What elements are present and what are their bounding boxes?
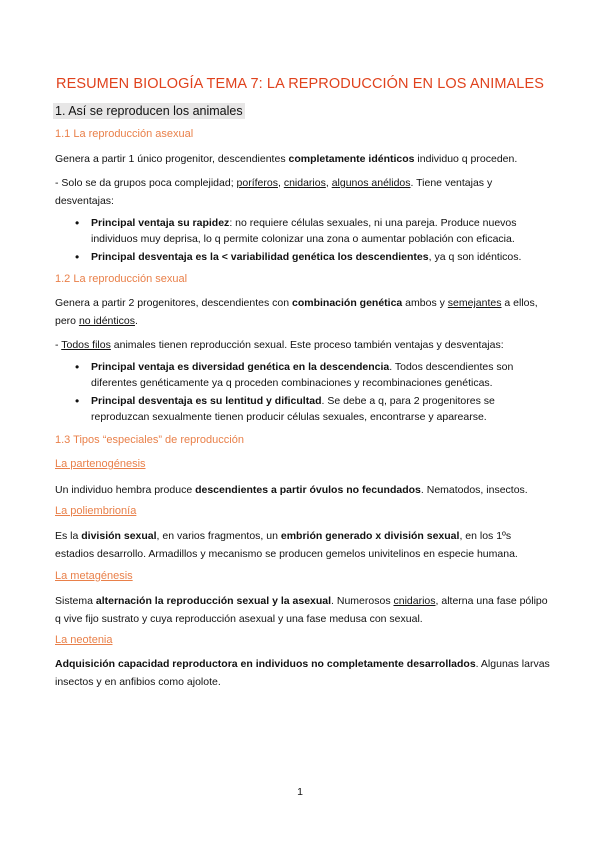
paragraph-sexual-2: - Todos filos animales tienen reproducción sexual. Este proceso también ventajas y desventajas: (55, 339, 504, 351)
list-item: • Principal ventaja su rapidez: no requiere células sexuales, ni una pareja. Produce nuevos individuos muy deprisa, lo q permite colonizar una zona o aumentar población con eficacia. (55, 216, 545, 247)
list-item: • Principal desventaja es su lentitud y dificultad. Se debe a q, para 2 progenitores se reproduzcan sexualmente tienen producir células sexuales, encontrarse y aparearse. (55, 394, 545, 425)
heading-neotenia: La neotenia (55, 634, 113, 646)
heading-metagenesis: La metagénesis (55, 570, 133, 582)
document-title: RESUMEN BIOLOGÍA TEMA 7: LA REPRODUCCIÓN EN LOS ANIMALES (56, 76, 544, 92)
paragraph-poliembrionia: Es la división sexual, en varios fragmentos, un embrión generado x división sexual, en los 1ºs estadios desarrollo. Armadillos y mecanismo se producen gemelos univitelinos en especie humana. (55, 530, 518, 560)
heading-partenogenesis: La partenogénesis (55, 458, 146, 470)
list-item: • Principal ventaja es diversidad genética en la descendencia. Todos descendientes son diferentes genéticamente ya q proceden combinaciones y recombinaciones genéticas. (55, 360, 545, 391)
sexual-bullet-list (55, 360, 545, 428)
paragraph-asexual-1: Genera a partir 1 único progenitor, descendientes completamente idénticos individuo q proceden. (55, 153, 518, 165)
paragraph-sexual-1: Genera a partir 2 progenitores, descendientes con combinación genética ambos y semejantes a ellos, pero no idénticos. (55, 297, 538, 327)
heading-poliembrionia: La poliembrionía (55, 505, 137, 517)
section-heading-1: 1. Así se reproducen los animales (55, 104, 243, 118)
paragraph-metagenesis: Sistema alternación la reproducción sexual y la asexual. Numerosos cnidarios, alterna una fase pólipo q vive fijo sustrato y cuya reproducción asexual y una fase medusa con sexual. (55, 595, 548, 625)
subsection-heading-sexual: 1.2 La reproducción sexual (55, 273, 188, 285)
page-number: 1 (297, 786, 303, 798)
subsection-heading-special: 1.3 Tipos “especiales” de reproducción (55, 434, 244, 446)
paragraph-asexual-2: - Solo se da grupos poca complejidad; poríferos, cnidarios, algunos anélidos. Tiene ventajas y desventajas: (55, 177, 493, 207)
asexual-bullet-list (55, 216, 545, 269)
paragraph-partenogenesis: Un individuo hembra produce descendientes a partir óvulos no fecundados. Nematodos, insectos. (55, 484, 528, 496)
list-item: • Principal desventaja es la < variabilidad genética los descendientes, ya q son idénticos. (55, 250, 545, 266)
subsection-heading-asexual: 1.1 La reproducción asexual (55, 128, 194, 140)
paragraph-neotenia: Adquisición capacidad reproductora en individuos no completamente desarrollados. Algunas larvas insectos y en anfibios como ajolote. (55, 658, 550, 688)
